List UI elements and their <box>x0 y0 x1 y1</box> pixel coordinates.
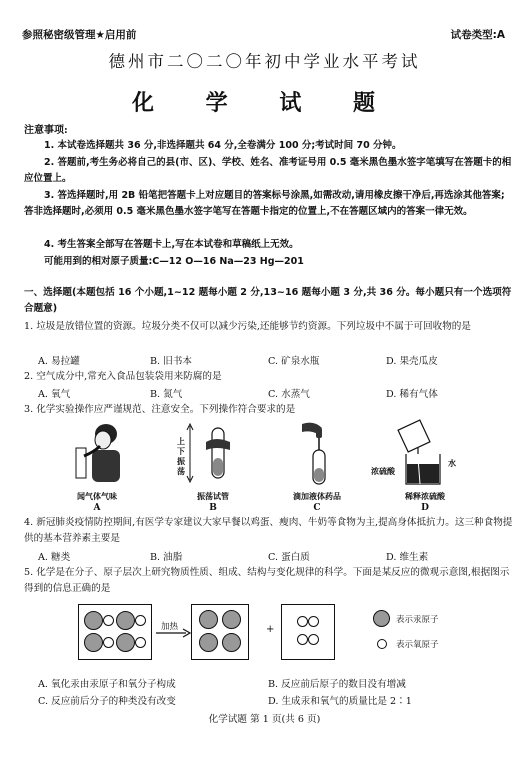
q1-option-d: D. 果壳瓜皮 <box>386 356 438 367</box>
figure-b-caption: 振荡试管 <box>197 492 229 501</box>
mercury-atom <box>116 611 135 630</box>
q4-option-d: D. 维生素 <box>386 552 429 563</box>
q1-option-b: B. 旧书本 <box>150 356 192 367</box>
figure-a-letter: A <box>93 503 101 513</box>
confidentiality-note: 参照秘密级管理★启用前 <box>22 29 137 41</box>
mercury-atom <box>222 610 241 629</box>
note-4: 4. 考生答案全部写在答题卡上,写在本试卷和草稿纸上无效。 <box>44 239 299 250</box>
q5-option-a: A. 氧化汞由汞原子和氧分子构成 <box>38 679 176 690</box>
legend-mercury-label: 表示汞原子 <box>396 615 439 625</box>
figure-d-caption: 稀释浓硫酸 <box>405 492 445 501</box>
section-heading: 一、选择题(本题包括 16 个小题,1~12 题每小题 2 分,13~16 题每小题 3 分,共 36 分。每小题只有一个选项符合题意) <box>24 287 512 314</box>
figure-d-dilute-acid <box>396 418 458 488</box>
figure-b-shake-tube <box>186 422 246 486</box>
reaction-arrow <box>155 628 191 638</box>
question-5-stem: 5. 化学是在分子、原子层次上研究物质性质、组成、结构与变化规律的科学。下面是某反应的微观示意图,根据图示得到的信息正确的是 <box>24 567 510 595</box>
figure-c-dropper <box>288 420 348 486</box>
note-2: 2. 答题前,考生务必将自己的县(市、区)、学校、姓名、准考证号用 0.5 毫米黑色墨水签字笔填写在答题卡的相应位置上。 <box>24 157 512 185</box>
figure-a-caption: 闻气体气味 <box>77 492 117 501</box>
q2-option-c: C. 水蒸气 <box>268 389 310 400</box>
oxygen-atom <box>135 615 146 626</box>
product-oxygen-box <box>281 604 335 660</box>
oxygen-atom <box>308 616 319 627</box>
mercury-atom <box>199 633 218 652</box>
legend-oxygen-symbol <box>377 639 387 649</box>
oxygen-atom <box>103 615 114 626</box>
product-mercury-box <box>191 604 249 660</box>
mercury-atom <box>116 633 135 652</box>
figure-b-letter: B <box>209 503 217 513</box>
q4-option-b: B. 油脂 <box>150 552 183 563</box>
oxygen-atom <box>308 634 319 645</box>
oxygen-atom <box>297 634 308 645</box>
q5-option-b: B. 反应前后原子的数目没有增减 <box>268 679 406 690</box>
q1-option-a: A. 易拉罐 <box>38 356 80 367</box>
figure-c-caption: 滴加液体药品 <box>293 492 341 501</box>
exam-title: 德州市二〇二〇年初中学业水平考试 <box>108 52 421 71</box>
question-4-stem: 4. 新冠肺炎疫情防控期间,有医学专家建议大家早餐以鸡蛋、瘦肉、牛奶等食物为主,提高身体抵抗力。这三种食物提供的基本营养素主要是 <box>24 517 513 545</box>
notes-heading: 注意事项: <box>24 125 68 136</box>
question-1-stem: 1. 垃圾是放错位置的资源。垃圾分类不仅可以减少污染,还能够节约资源。下列垃圾中不属于可回收物的是 <box>24 321 471 332</box>
figure-d-acid-label: 浓硫酸 <box>371 466 395 476</box>
q1-option-c: C. 矿泉水瓶 <box>268 356 320 367</box>
oxygen-atom <box>135 637 146 648</box>
question-3-stem: 3. 化学实验操作应严谨规范、注意安全。下列操作符合要求的是 <box>24 404 296 415</box>
figure-d-letter: D <box>421 503 429 513</box>
page-footer: 化学试题 第 1 页(共 6 页) <box>208 714 321 725</box>
q5-option-d: D. 生成汞和氧气的质量比是 2∶1 <box>268 696 412 707</box>
note-1: 1. 本试卷选择题共 36 分,非选择题共 64 分,全卷满分 100 分;考试时间 70 分钟。 <box>44 140 402 151</box>
subject-title: 化 学 试 题 <box>132 91 397 116</box>
q4-option-a: A. 糖类 <box>38 552 71 563</box>
heating-label: 加热 <box>161 622 179 632</box>
plus-sign: + <box>266 624 275 635</box>
figure-b-label: 上下振荡 <box>177 436 185 476</box>
q2-option-a: A. 氧气 <box>38 389 71 400</box>
mercury-atom <box>222 633 241 652</box>
figure-d-water-label: 水 <box>448 458 456 468</box>
question-2-stem: 2. 空气成分中,常充入食品包装袋用来防腐的是 <box>24 371 222 382</box>
q2-option-d: D. 稀有气体 <box>386 389 438 400</box>
oxygen-atom <box>103 637 114 648</box>
mercury-atom <box>84 633 103 652</box>
legend-oxygen-label: 表示氧原子 <box>396 640 439 650</box>
note-3: 3. 答选择题时,用 2B 铅笔把答题卡上对应题目的答案标号涂黑,如需改动,请用橡皮擦干净后,再选涂其他答案;答非选择题时,必须用 0.5 毫米黑色墨水签字笔写在答题卡指定的位置上,不在答题区域内的答案一律无效。 <box>24 190 505 218</box>
q2-option-b: B. 氮气 <box>150 389 183 400</box>
legend-mercury-symbol <box>373 610 390 627</box>
oxygen-atom <box>297 616 308 627</box>
atomic-masses: 可能用到的相对原子质量:C—12 O—16 Na—23 Hg—201 <box>44 256 304 267</box>
mercury-atom <box>199 610 218 629</box>
paper-type: 试卷类型:A <box>450 29 505 41</box>
q5-option-c: C. 反应前后分子的种类没有改变 <box>38 696 176 707</box>
figure-c-letter: C <box>313 503 321 513</box>
figure-a-smell-gas <box>62 422 132 484</box>
mercury-atom <box>84 611 103 630</box>
q4-option-c: C. 蛋白质 <box>268 552 310 563</box>
